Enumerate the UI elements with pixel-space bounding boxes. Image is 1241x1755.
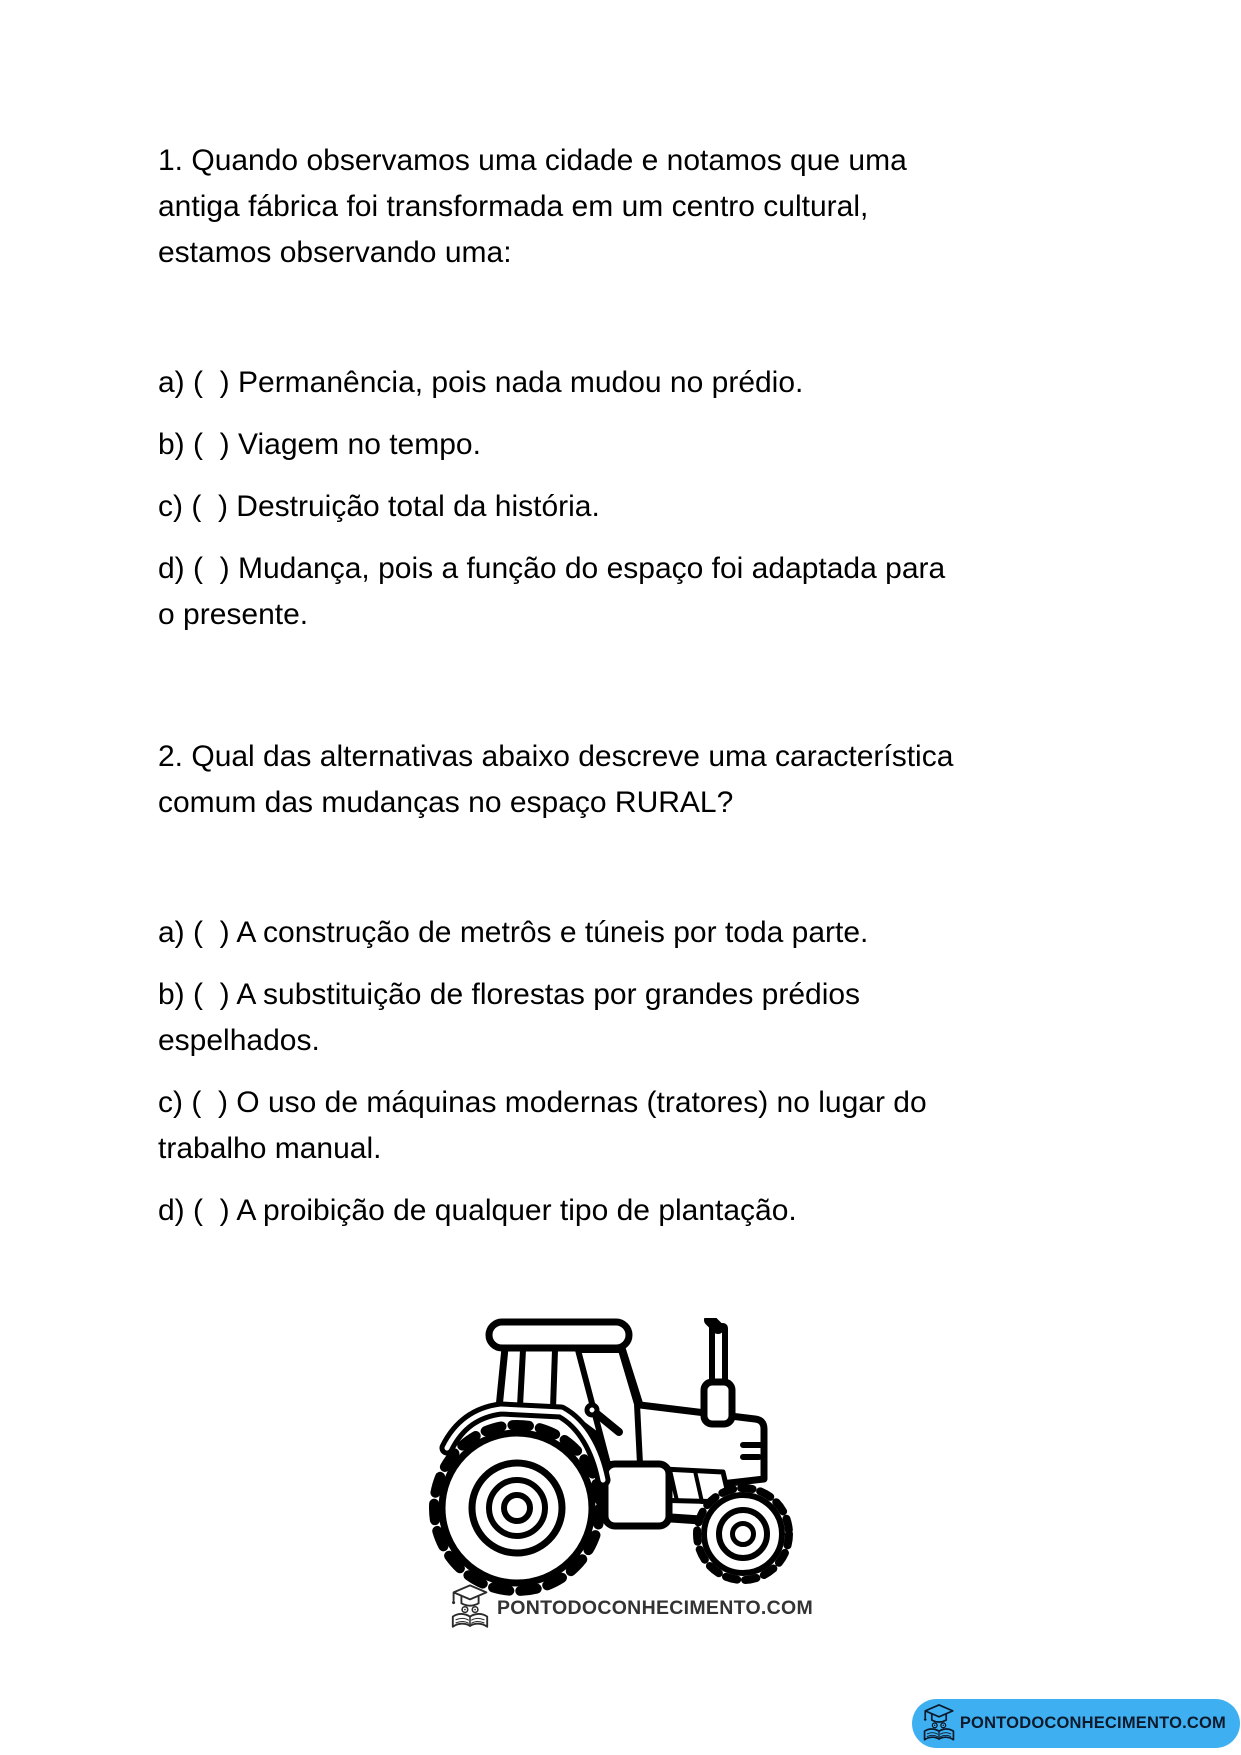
- tractor-illustration: [425, 1318, 795, 1618]
- rear-wheel: [434, 1425, 600, 1591]
- question-2-text: 2. Qual das alternativas abaixo descreve uma característica comum das mudanças no espaço RURAL?: [158, 740, 954, 819]
- front-wheel: [697, 1488, 789, 1580]
- option-1-a: a) ( ) Permanência, pois nada mudou no prédio.: [158, 366, 804, 399]
- option-1-c: c) ( ) Destruição total da história.: [158, 490, 600, 523]
- tractor-figure: [158, 1318, 813, 1633]
- graduate-book-icon: [922, 1703, 956, 1745]
- option-1-b: b) ( ) Viagem no tempo.: [158, 428, 481, 461]
- watermark-text: PONTODOCONHECIMENTO.COM: [497, 1596, 814, 1619]
- question-2-options: [158, 910, 927, 1250]
- option-2-d: d) ( ) A proibição de qualquer tipo de plantação.: [158, 1194, 797, 1227]
- step-box: [605, 1464, 669, 1526]
- badge-text: PONTODOCONHECIMENTO.COM: [959, 1714, 1226, 1732]
- option-1-d: d) ( ) Mudança, pois a função do espaço foi adaptada para o presente.: [158, 552, 946, 631]
- option-2-a: a) ( ) A construção de metrôs e túneis por toda parte.: [158, 916, 869, 949]
- tractor-svg: [425, 1318, 795, 1618]
- graduate-book-icon: [449, 1583, 491, 1633]
- worksheet-content: [158, 138, 1118, 1633]
- cab-roof: [489, 1322, 629, 1348]
- question-1-options: [158, 360, 945, 654]
- question-1-text: 1. Quando observamos uma cidade e notamos que uma antiga fábrica foi transformada em um centro cultural, estamos observando uma:: [158, 144, 907, 269]
- site-badge[interactable]: [912, 1699, 1240, 1748]
- watermark: [449, 1583, 813, 1633]
- option-2-c: c) ( ) O uso de máquinas modernas (tratores) no lugar do trabalho manual.: [158, 1086, 927, 1165]
- exhaust-pipe: [704, 1320, 732, 1424]
- option-2-b: b) ( ) A substituição de florestas por grandes prédios espelhados.: [158, 978, 861, 1057]
